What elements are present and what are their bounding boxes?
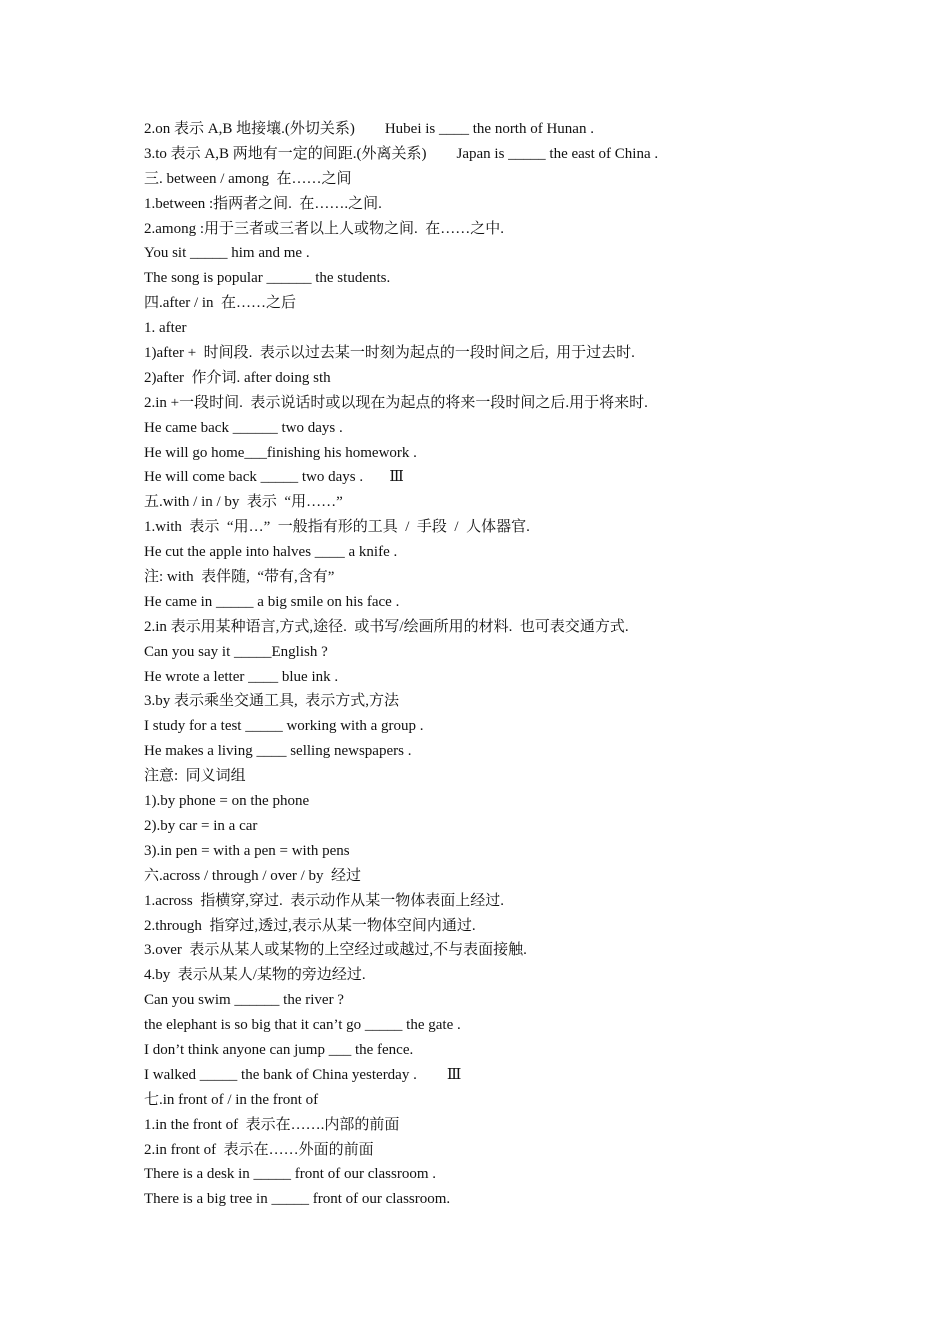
section-heading: 五.with / in / by 表示 “用……”	[144, 494, 343, 511]
text-line: 1.across 指横穿,穿过. 表示动作从某一物体表面上经过.	[144, 892, 504, 909]
exercise-line: There is a desk in _____ front of our classroom .	[144, 1166, 437, 1183]
section-heading: 四.after / in 在……之后	[144, 295, 297, 312]
section-heading: 七.in front of / in the front of	[144, 1091, 319, 1108]
text-line: 2.among :用于三者或三者以上人或物之间. 在……之中.	[144, 220, 504, 237]
text-line: 1)after + 时间段. 表示以过去某一时刻为起点的一段时间之后, 用于过去时.	[144, 345, 635, 362]
document-body	[144, 117, 844, 1212]
text-line: 2)after 作介词. after doing sth	[144, 369, 331, 386]
exercise-line: Can you say it _____English ?	[144, 643, 328, 660]
text-line: 1.in the front of 表示在…….内部的前面	[144, 1116, 400, 1133]
exercise-line: The song is popular ______ the students.	[144, 270, 391, 287]
text-line: 3).in pen = with a pen = with pens	[144, 842, 350, 859]
exercise-line: I study for a test _____ working with a group .	[144, 718, 424, 735]
text-line: 1.between :指两者之间. 在…….之间.	[144, 195, 382, 212]
exercise-line: There is a big tree in _____ front of our classroom.	[144, 1191, 451, 1208]
text-line: 2.in 表示用某种语言,方式,途径. 或书写/绘画所用的材料. 也可表交通方式.	[144, 618, 629, 635]
text-line: 2).by car = in a car	[144, 817, 258, 834]
text-line: 1. after	[144, 320, 187, 337]
text-line: 1.with 表示 “用…” 一般指有形的工具 / 手段 / 人体器官.	[144, 519, 530, 536]
text-line: 2.in +一段时间. 表示说话时或以现在为起点的将来一段时间之后.用于将来时.	[144, 394, 648, 411]
exercise-line: You sit _____ him and me .	[144, 245, 310, 262]
exercise-line: He wrote a letter ____ blue ink .	[144, 668, 339, 685]
section-heading: 六.across / through / over / by 经过	[144, 867, 362, 884]
exercise-line: He came in _____ a big smile on his face .	[144, 593, 400, 610]
exercise-line: I don’t think anyone can jump ___ the fence.	[144, 1041, 414, 1058]
text-line: 3.by 表示乘坐交通工具, 表示方式,方法	[144, 693, 400, 710]
text-line: 2.through 指穿过,透过,表示从某一物体空间内通过.	[144, 917, 476, 934]
text-line: 注: with 表伴随, “带有,含有”	[144, 569, 335, 586]
text-line: 4.by 表示从某人/某物的旁边经过.	[144, 967, 366, 984]
section-heading: 三. between / among 在……之间	[144, 170, 352, 187]
exercise-line: He makes a living ____ selling newspapers .	[144, 743, 412, 760]
text-line: 注意: 同义词组	[144, 768, 246, 785]
exercise-line: He will go home___finishing his homework .	[144, 444, 417, 461]
exercise-line: the elephant is so big that it can’t go _____ the gate .	[144, 1017, 461, 1034]
text-line: 2.in front of 表示在……外面的前面	[144, 1141, 374, 1158]
exercise-line: Can you swim ______ the river ?	[144, 992, 344, 1009]
exercise-line: I walked _____ the bank of China yesterday . Ⅲ	[144, 1066, 462, 1083]
text-line: 2.on 表示 A,B 地接壤.(外切关系) Hubei is ____ the north of Hunan .	[144, 121, 594, 137]
exercise-line: He cut the apple into halves ____ a knife .	[144, 544, 398, 561]
exercise-line: He will come back _____ two days . Ⅲ	[144, 469, 404, 486]
exercise-line: He came back ______ two days .	[144, 419, 343, 436]
text-line: 1).by phone = on the phone	[144, 793, 310, 810]
text-line: 3.over 表示从某人或某物的上空经过或越过,不与表面接触.	[144, 942, 527, 959]
text-line: 3.to 表示 A,B 两地有一定的间距.(外离关系) Japan is _____ the east of China .	[144, 145, 659, 162]
